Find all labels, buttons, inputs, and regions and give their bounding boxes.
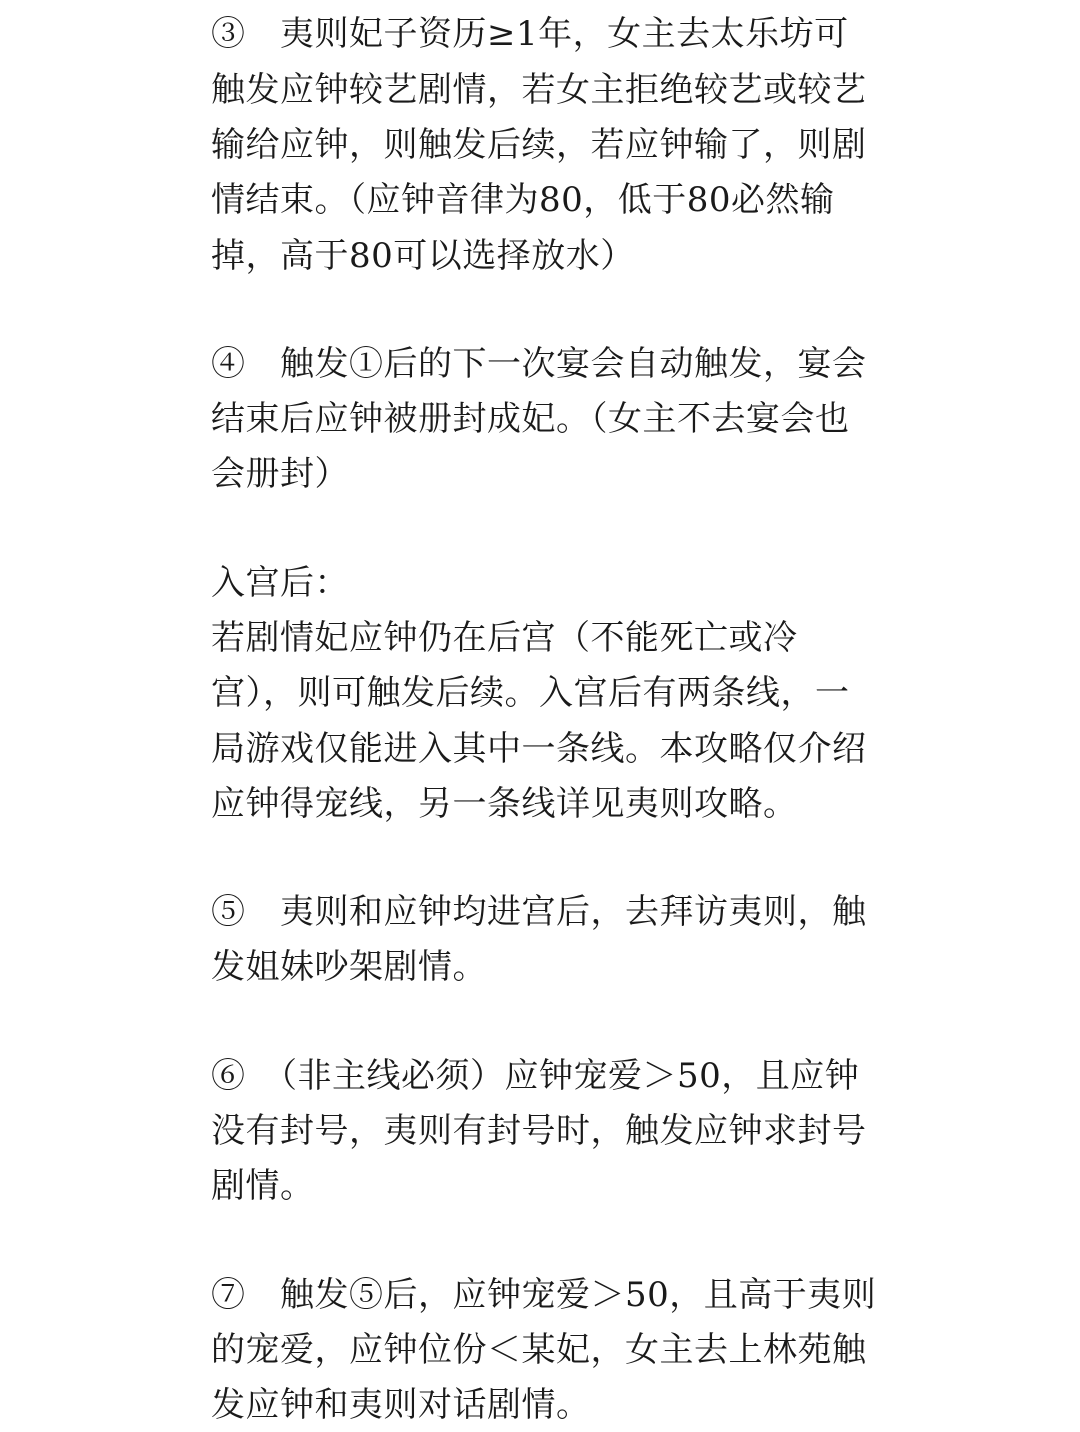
text-line: 掉，高于80可以选择放水） <box>211 236 635 276</box>
text-line: 发姐妹吵架剧情。 <box>211 947 487 987</box>
text-line: ⑦ 触发⑤后，应钟宠爱＞50，且高于夷则 <box>211 1275 877 1315</box>
text-line: 剧情。 <box>211 1166 315 1206</box>
text-line: ⑥ （非主线必须）应钟宠爱＞50，且应钟 <box>211 1056 860 1096</box>
text-line: 若剧情妃应钟仍在后宫（不能死亡或冷 <box>211 618 798 658</box>
text-line: 没有封号，夷则有封号时，触发应钟求封号 <box>211 1111 867 1151</box>
text-line: ③ 夷则妃子资历≥1年，女主去太乐坊可 <box>211 14 849 54</box>
text-line: 应钟得宠线，另一条线详见夷则攻略。 <box>211 784 798 824</box>
text-line: 宫），则可触发后续。入宫后有两条线，一 <box>211 673 850 713</box>
text-line: ④ 触发①后的下一次宴会自动触发，宴会 <box>211 344 867 384</box>
text-line: 结束后应钟被册封成妃。（女主不去宴会也 <box>211 399 850 439</box>
text-line: 发应钟和夷则对话剧情。 <box>211 1385 591 1425</box>
text-line: 局游戏仅能进入其中一条线。本攻略仅介绍 <box>211 729 867 769</box>
text-line: 情结束。（应钟音律为80，低于80必然输 <box>211 180 835 220</box>
text-line: 触发应钟较艺剧情，若女主拒绝较艺或较艺 <box>211 70 867 110</box>
text-line: 会册封） <box>211 454 349 494</box>
section-heading: 入宫后： <box>211 563 349 603</box>
text-line: 输给应钟，则触发后续，若应钟输了，则剧 <box>211 125 867 165</box>
text-line: ⑤ 夷则和应钟均进宫后，去拜访夷则，触 <box>211 892 867 932</box>
text-line: 的宠爱，应钟位份＜某妃，女主去上林苑触 <box>211 1330 867 1370</box>
